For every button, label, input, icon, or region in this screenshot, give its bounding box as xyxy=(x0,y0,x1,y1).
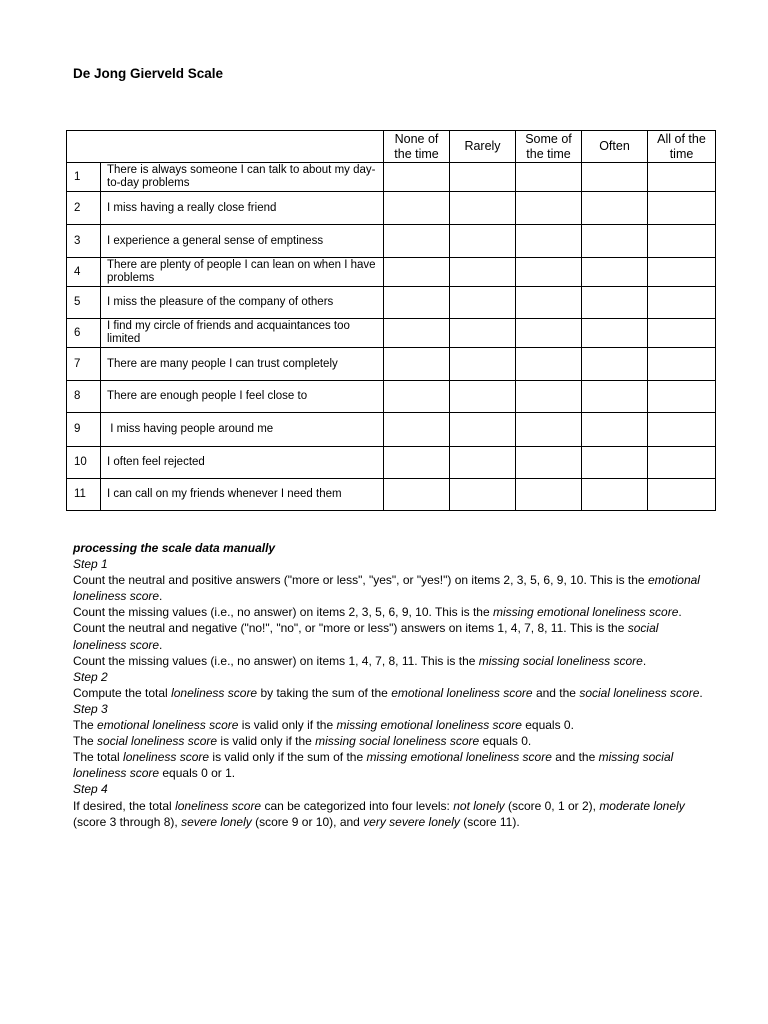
response-cell[interactable] xyxy=(582,348,648,381)
response-cell[interactable] xyxy=(384,413,450,447)
table-row xyxy=(67,163,716,192)
step1-social-count: Count the neutral and negative ("no!", "no", or "more or less") answers on items 1, 4, 7, 8, 11. This is the social loneliness score. xyxy=(73,621,659,652)
item-text: I miss having people around me xyxy=(101,413,384,447)
header-blank-cell xyxy=(67,131,384,163)
response-cell[interactable] xyxy=(384,447,450,479)
step3-total-valid: The total loneliness score is valid only if the sum of the missing emotional loneliness score and the missing social loneliness score equals 0 or 1. xyxy=(73,750,674,781)
step2-text: Compute the total loneliness score by taking the sum of the emotional loneliness score and the social loneliness score. xyxy=(73,685,703,700)
response-cell[interactable] xyxy=(516,225,582,258)
step4-label: Step 4 xyxy=(73,782,108,797)
item-text: I miss the pleasure of the company of others xyxy=(101,287,384,319)
item-text: There are enough people I feel close to xyxy=(101,381,384,413)
option-header-some: Some of the time xyxy=(516,131,582,163)
response-cell[interactable] xyxy=(384,319,450,348)
response-cell[interactable] xyxy=(450,348,516,381)
response-cell[interactable] xyxy=(516,479,582,511)
response-cell[interactable] xyxy=(648,348,716,381)
item-text: I find my circle of friends and acquaintances too limited xyxy=(101,319,384,348)
table-row xyxy=(67,447,716,479)
table-row xyxy=(67,479,716,511)
response-cell[interactable] xyxy=(516,287,582,319)
response-cell[interactable] xyxy=(516,258,582,287)
response-cell[interactable] xyxy=(384,348,450,381)
response-cell[interactable] xyxy=(450,479,516,511)
response-cell[interactable] xyxy=(384,381,450,413)
response-cell[interactable] xyxy=(450,413,516,447)
item-number: 8 xyxy=(67,381,101,413)
item-number: 6 xyxy=(67,319,101,348)
response-cell[interactable] xyxy=(582,287,648,319)
option-header-all: All of the time xyxy=(648,131,716,163)
page-title: De Jong Gierveld Scale xyxy=(73,66,224,81)
item-text: There are many people I can trust completely xyxy=(101,348,384,381)
response-cell[interactable] xyxy=(648,319,716,348)
response-cell[interactable] xyxy=(648,225,716,258)
table-row xyxy=(67,348,716,381)
step4-text: If desired, the total loneliness score can be categorized into four levels: not lonely (score 0, 1 or 2), moderate lonely (score 3 through 8), severe lonely (score 9 or 10), and very severe lonely (score 11). xyxy=(73,798,685,829)
item-text: I experience a general sense of emptiness xyxy=(101,225,384,258)
response-cell[interactable] xyxy=(516,381,582,413)
table-row xyxy=(67,225,716,258)
response-cell[interactable] xyxy=(648,381,716,413)
response-cell[interactable] xyxy=(450,287,516,319)
response-cell[interactable] xyxy=(582,258,648,287)
response-cell[interactable] xyxy=(516,192,582,225)
table-row xyxy=(67,258,716,287)
response-cell[interactable] xyxy=(582,319,648,348)
item-text: There is always someone I can talk to about my day-to-day problems xyxy=(101,163,384,192)
response-cell[interactable] xyxy=(582,163,648,192)
step3-label: Step 3 xyxy=(73,701,108,716)
processing-section xyxy=(73,540,703,830)
response-cell[interactable] xyxy=(450,192,516,225)
response-cell[interactable] xyxy=(516,413,582,447)
response-cell[interactable] xyxy=(384,192,450,225)
step2-label: Step 2 xyxy=(73,669,108,684)
item-text: I miss having a really close friend xyxy=(101,192,384,225)
response-cell[interactable] xyxy=(516,348,582,381)
response-cell[interactable] xyxy=(384,258,450,287)
response-cell[interactable] xyxy=(450,381,516,413)
response-cell[interactable] xyxy=(582,381,648,413)
response-cell[interactable] xyxy=(450,258,516,287)
item-number: 2 xyxy=(67,192,101,225)
response-cell[interactable] xyxy=(582,447,648,479)
response-cell[interactable] xyxy=(384,225,450,258)
response-cell[interactable] xyxy=(648,192,716,225)
response-cell[interactable] xyxy=(384,163,450,192)
table-row xyxy=(67,287,716,319)
table-row xyxy=(67,192,716,225)
item-number: 4 xyxy=(67,258,101,287)
response-cell[interactable] xyxy=(648,479,716,511)
response-cell[interactable] xyxy=(450,319,516,348)
response-cell[interactable] xyxy=(582,225,648,258)
processing-heading: processing the scale data manually xyxy=(73,541,276,555)
response-cell[interactable] xyxy=(648,447,716,479)
step1-emotional-missing: Count the missing values (i.e., no answer) on items 2, 3, 5, 6, 9, 10. This is the missing emotional loneliness score. xyxy=(73,605,682,620)
step1-social-missing: Count the missing values (i.e., no answer) on items 1, 4, 7, 8, 11. This is the missing social loneliness score. xyxy=(73,653,647,668)
item-number: 10 xyxy=(67,447,101,479)
step3-emotional-valid: The emotional loneliness score is valid only if the missing emotional loneliness score equals 0. xyxy=(73,718,574,733)
scale-table xyxy=(66,130,716,511)
response-cell[interactable] xyxy=(516,447,582,479)
item-text: I often feel rejected xyxy=(101,447,384,479)
option-header-none: None of the time xyxy=(384,131,450,163)
item-number: 11 xyxy=(67,479,101,511)
response-cell[interactable] xyxy=(582,192,648,225)
table-row xyxy=(67,319,716,348)
response-cell[interactable] xyxy=(582,413,648,447)
item-text: I can call on my friends whenever I need them xyxy=(101,479,384,511)
item-number: 3 xyxy=(67,225,101,258)
response-cell[interactable] xyxy=(648,413,716,447)
item-number: 9 xyxy=(67,413,101,447)
response-cell[interactable] xyxy=(516,163,582,192)
step3-social-valid: The social loneliness score is valid only if the missing social loneliness score equals 0. xyxy=(73,734,532,749)
response-cell[interactable] xyxy=(648,258,716,287)
response-cell[interactable] xyxy=(516,319,582,348)
response-cell[interactable] xyxy=(450,163,516,192)
step1-emotional-count: Count the neutral and positive answers ("more or less", "yes", or "yes!") on items 2, 3, 5, 6, 9, 10. This is the emotional loneliness score. xyxy=(73,573,700,604)
response-cell[interactable] xyxy=(648,287,716,319)
option-header-often: Often xyxy=(582,131,648,163)
step1-label: Step 1 xyxy=(73,557,108,572)
item-number: 1 xyxy=(67,163,101,192)
table-row xyxy=(67,381,716,413)
response-cell[interactable] xyxy=(582,479,648,511)
response-cell[interactable] xyxy=(450,447,516,479)
response-cell[interactable] xyxy=(450,225,516,258)
item-number: 7 xyxy=(67,348,101,381)
response-cell[interactable] xyxy=(648,163,716,192)
item-number: 5 xyxy=(67,287,101,319)
option-header-rarely: Rarely xyxy=(450,131,516,163)
header-row xyxy=(67,131,716,163)
response-cell[interactable] xyxy=(384,479,450,511)
table-row xyxy=(67,413,716,447)
item-text: There are plenty of people I can lean on when I have problems xyxy=(101,258,384,287)
response-cell[interactable] xyxy=(384,287,450,319)
